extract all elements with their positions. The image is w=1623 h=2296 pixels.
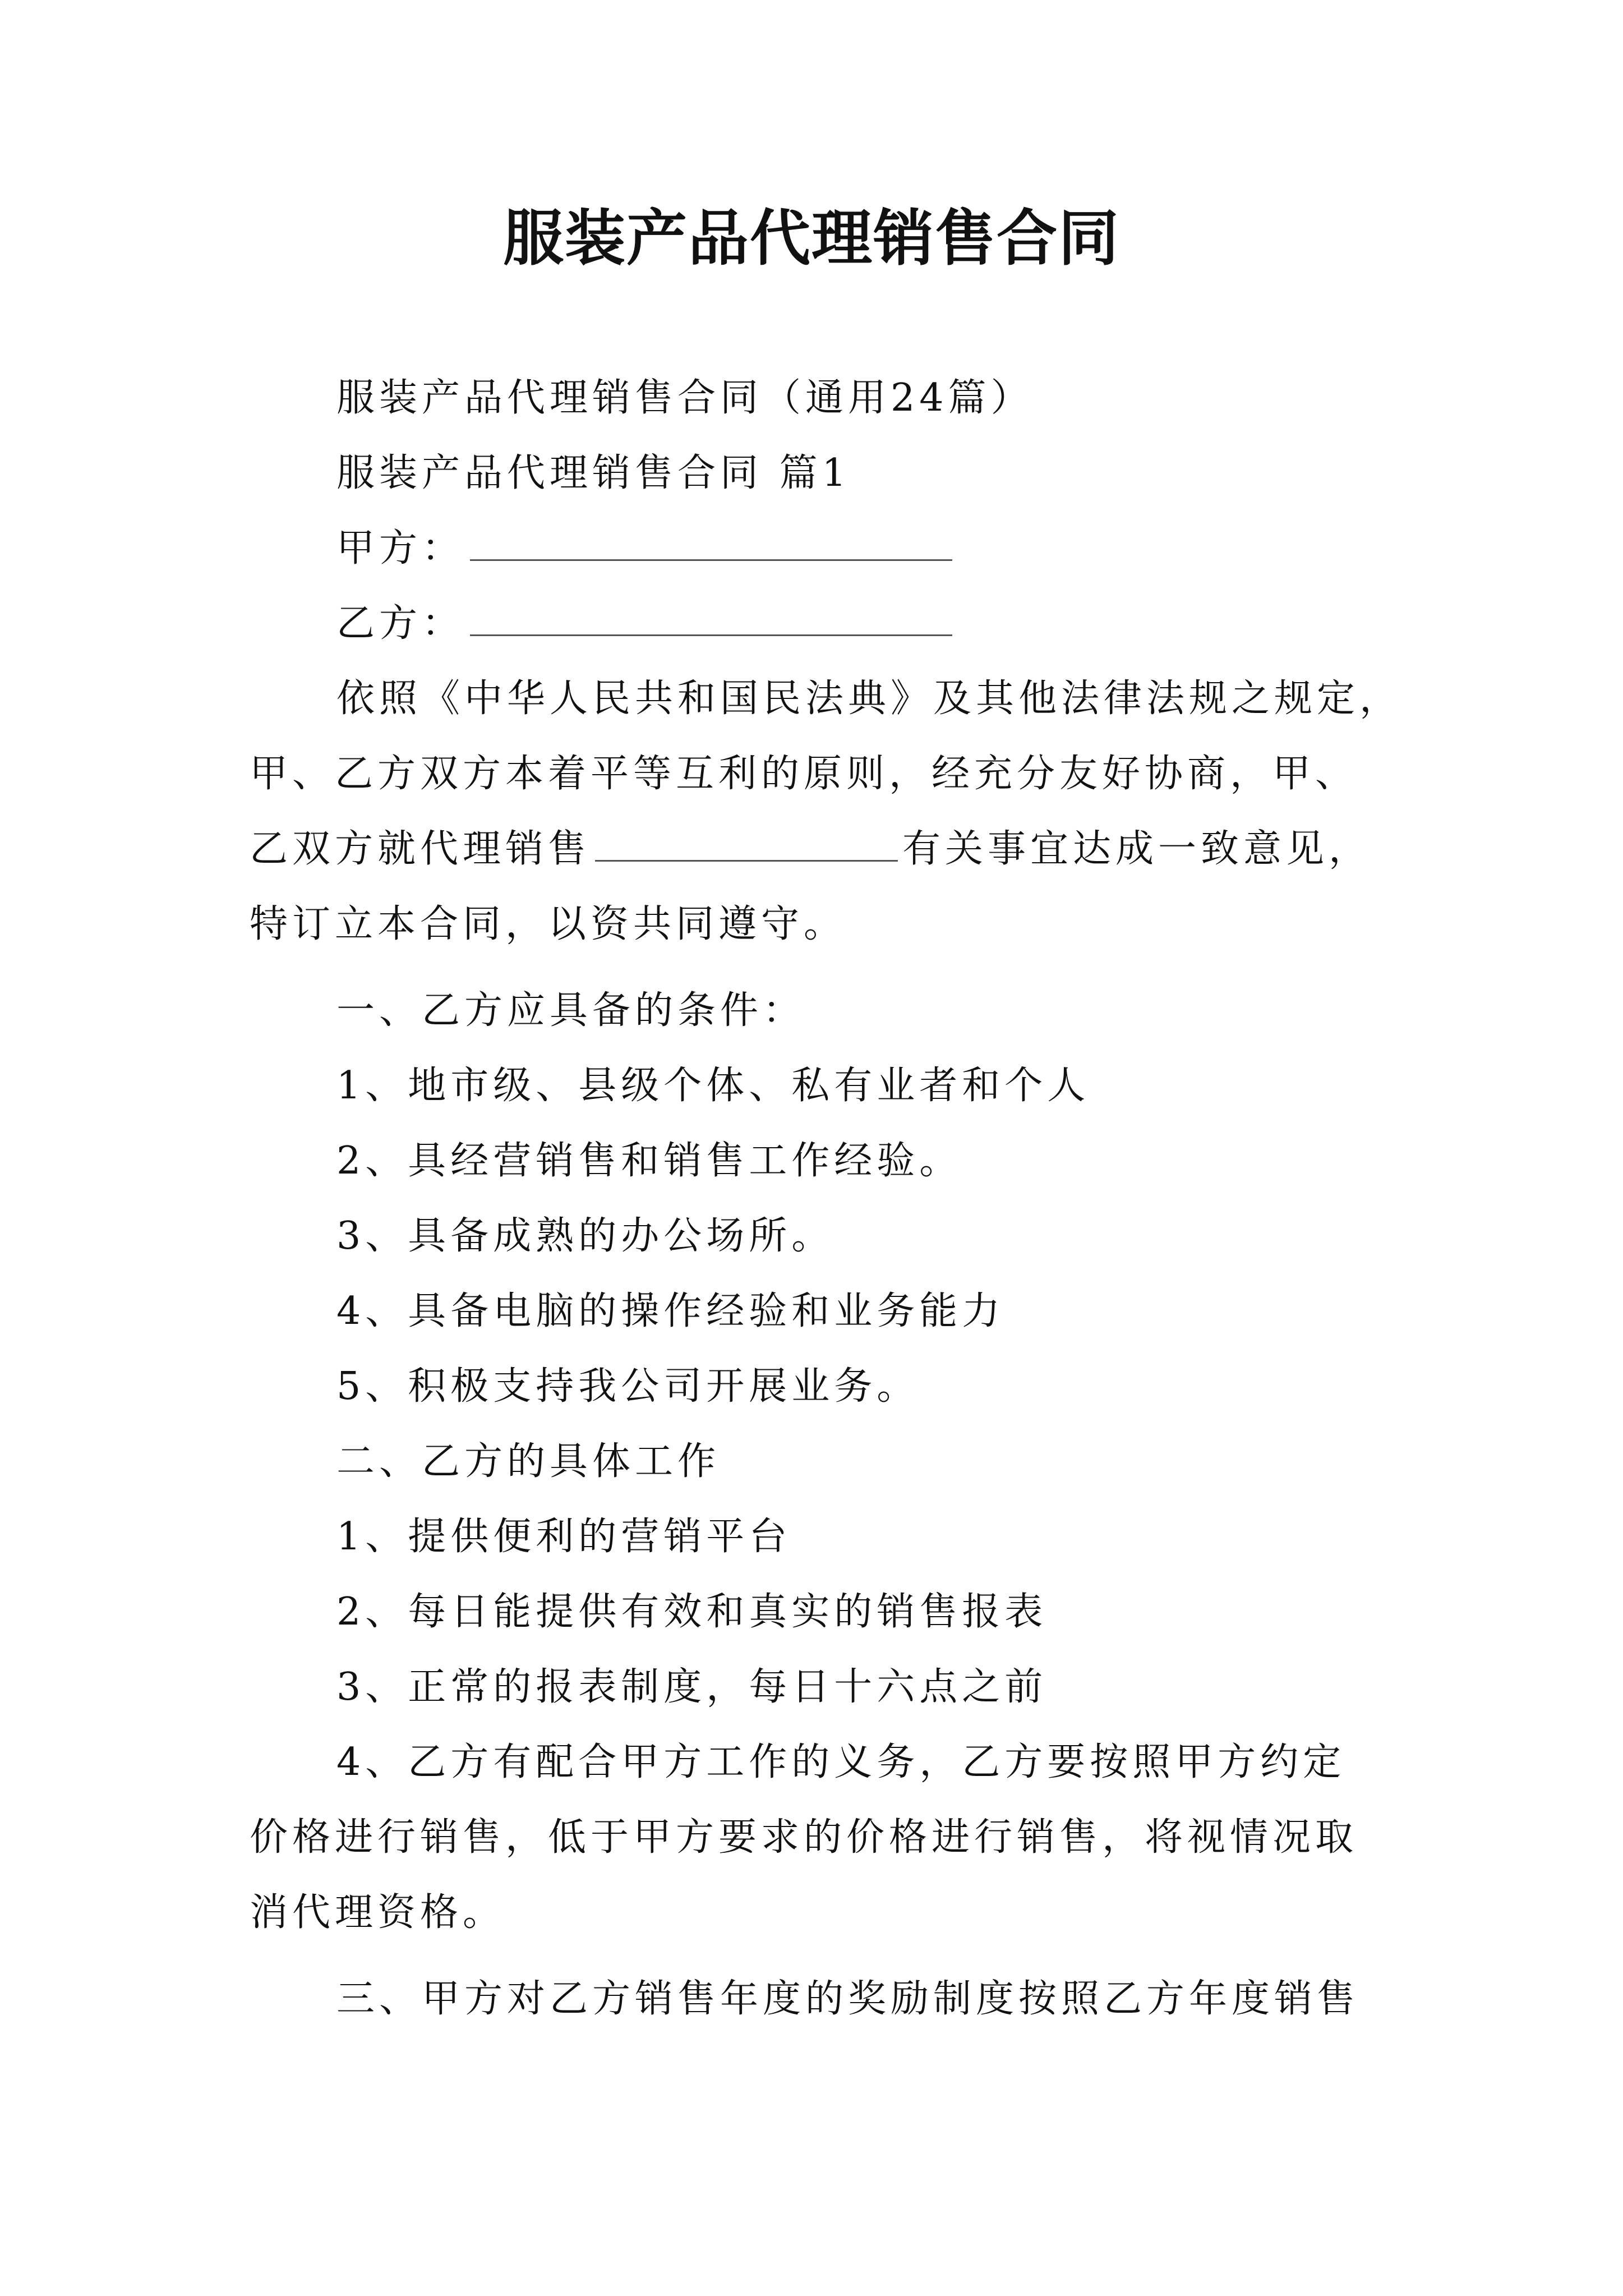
section1-heading: 一、乙方应具备的条件： — [336, 988, 806, 1033]
document-title: 服装产品代理销售合同 — [502, 203, 1120, 274]
party-a-label: 甲方： — [336, 526, 465, 570]
section2-item-1: 1、提供便利的营销平台 — [336, 1515, 792, 1559]
intro-line-1: 依照《中华人民共和国民法典》及其他法律法规之规定， — [336, 677, 1403, 721]
section2-item-2: 2、每日能提供有效和真实的销售报表 — [336, 1590, 1048, 1634]
section2-item-3: 3、正常的报表制度，每日十六点之前 — [336, 1665, 1048, 1709]
document-subtitle: 服装产品代理销售合同（通用24篇） — [336, 376, 1034, 420]
section2-item-4-line-1: 4、乙方有配合甲方工作的义务，乙方要按照甲方约定 — [336, 1740, 1346, 1784]
party-b-label: 乙方： — [336, 601, 465, 646]
party-b-line — [336, 597, 952, 651]
intro-line-2: 甲、乙方双方本着平等互利的原则，经充分友好协商，甲、 — [250, 752, 1358, 796]
section2-item-4-line-3: 消代理资格。 — [250, 1890, 506, 1935]
intro-line-3-start: 乙双方就代理销售 — [250, 827, 591, 871]
section2-item-4-line-2: 价格进行销售，低于甲方要求的价格进行销售，将视情况取 — [250, 1815, 1358, 1860]
intro-line-4: 特订立本合同，以资共同遵守。 — [250, 902, 847, 946]
section1-item-5: 5、积极支持我公司开展业务。 — [336, 1364, 920, 1409]
party-b-blank — [470, 601, 952, 636]
section1-item-3: 3、具备成熟的办公场所。 — [336, 1214, 834, 1258]
intro-line-3-end: 有关事宜达成一致意见， — [902, 827, 1372, 871]
product-blank — [595, 826, 898, 862]
section1-item-4: 4、具备电脑的操作经验和业务能力 — [336, 1289, 1005, 1333]
section1-item-1: 1、地市级、县级个体、私有业者和个人 — [336, 1064, 1090, 1108]
intro-line-3 — [250, 822, 1371, 876]
section3-heading: 三、甲方对乙方销售年度的奖励制度按照乙方年度销售 — [336, 1977, 1360, 2021]
party-a-line — [336, 522, 952, 576]
section2-heading: 二、乙方的具体工作 — [336, 1439, 721, 1484]
chapter-heading: 服装产品代理销售合同 篇1 — [336, 451, 851, 495]
party-a-blank — [470, 526, 952, 561]
section1-item-2: 2、具经营销售和销售工作经验。 — [336, 1139, 962, 1183]
